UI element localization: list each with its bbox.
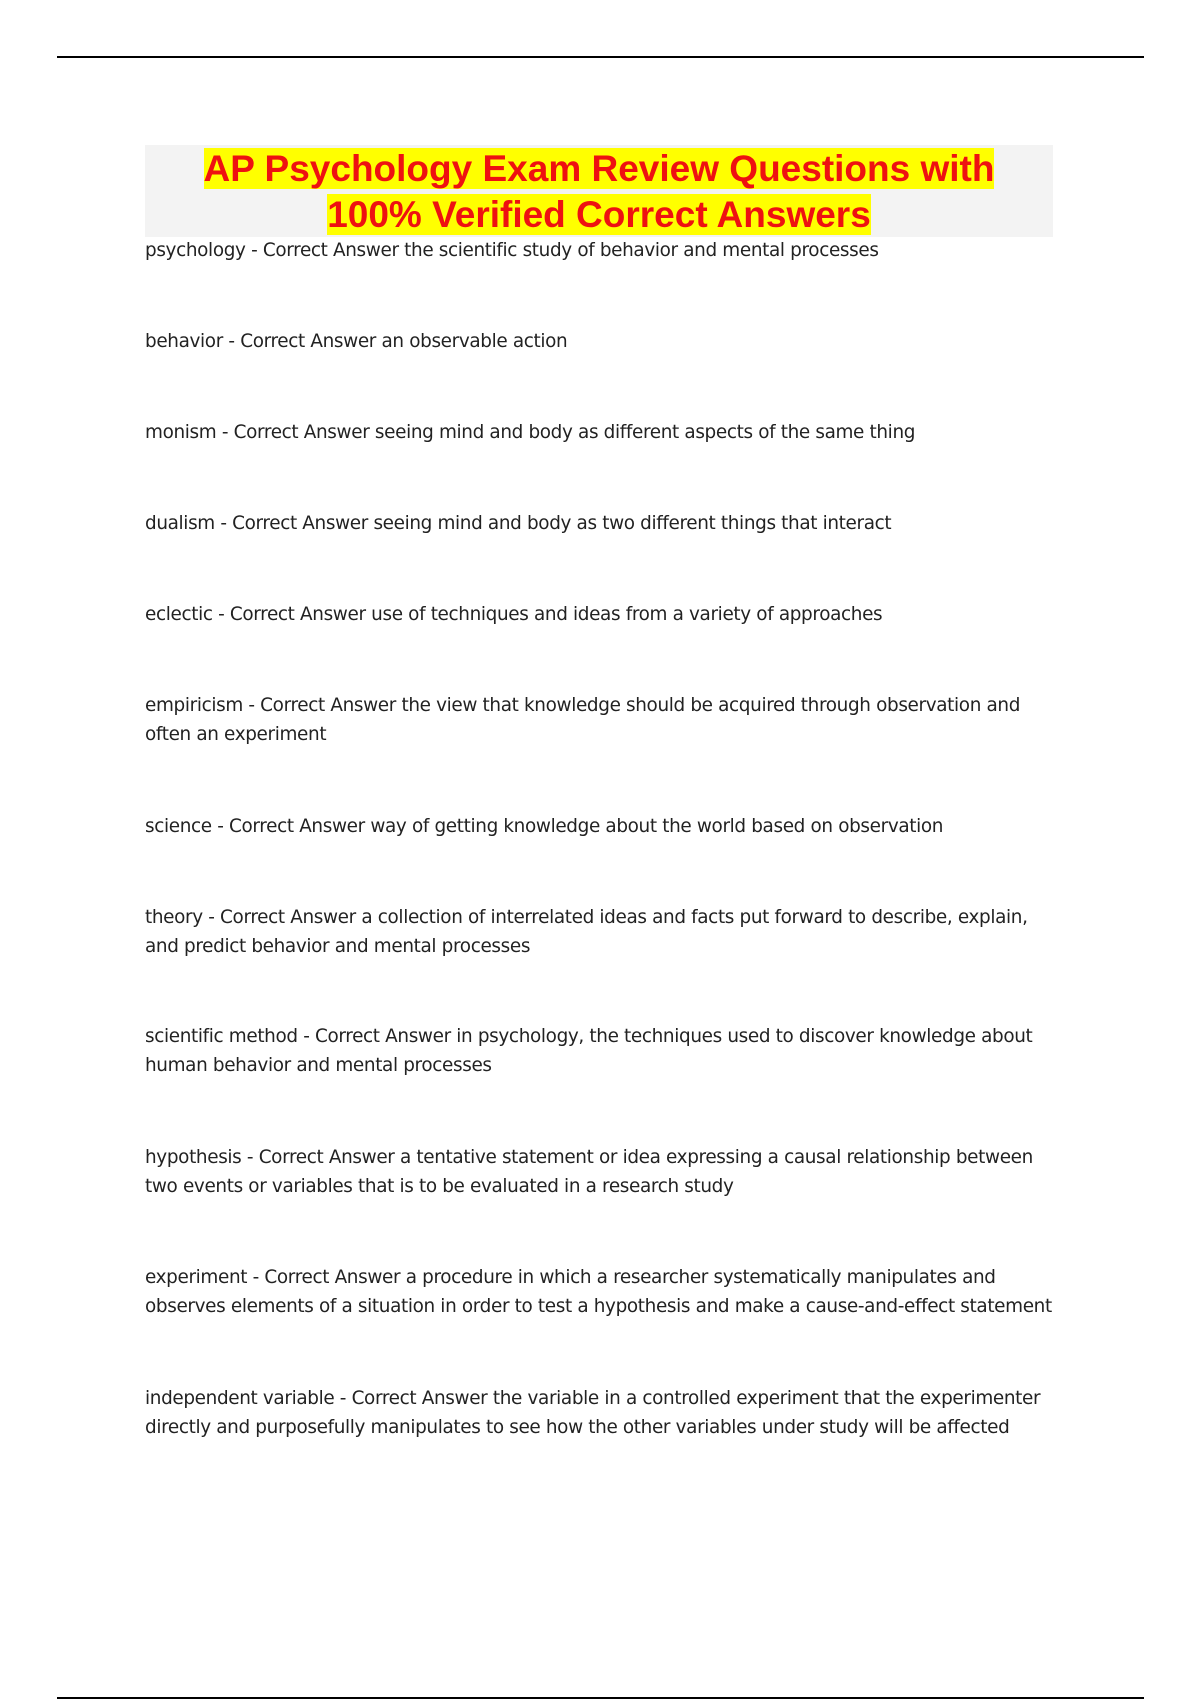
- entry-text: empiricism - Correct Answer the view that knowledge should be acquired through observation and: [145, 695, 1021, 716]
- entry-psychology: [145, 236, 1065, 265]
- entry-text: psychology - Correct Answer the scientific study of behavior and mental processes: [145, 240, 879, 261]
- document-title-line-1: AP Psychology Exam Review Questions with: [203, 148, 995, 189]
- entry-text: hypothesis - Correct Answer a tentative statement or idea expressing a causal relationship between: [145, 1147, 1033, 1168]
- entry-text: dualism - Correct Answer seeing mind and body as two different things that interact: [145, 513, 892, 534]
- entry-text: behavior - Correct Answer an observable action: [145, 331, 568, 352]
- entry-text-continued: two events or variables that is to be evaluated in a research study: [145, 1176, 734, 1197]
- entry-experiment: [145, 1263, 1065, 1321]
- entry-theory: [145, 903, 1065, 961]
- entry-dualism: [145, 509, 1065, 538]
- entry-eclectic: [145, 600, 1065, 629]
- entry-science: [145, 812, 1065, 841]
- entry-text: science - Correct Answer way of getting knowledge about the world based on observation: [145, 816, 944, 837]
- entry-text-continued: observes elements of a situation in order to test a hypothesis and make a cause-and-effect statement: [145, 1296, 1052, 1317]
- entry-text: independent variable - Correct Answer the variable in a controlled experiment that the experimenter: [145, 1388, 1041, 1409]
- entry-text: monism - Correct Answer seeing mind and body as different aspects of the same thing: [145, 422, 916, 443]
- entry-empiricism: [145, 691, 1065, 749]
- entry-text-continued: human behavior and mental processes: [145, 1055, 492, 1076]
- top-rule: [57, 56, 1144, 58]
- entry-text-continued: directly and purposefully manipulates to see how the other variables under study will be affected: [145, 1417, 1010, 1438]
- entry-text: experiment - Correct Answer a procedure in which a researcher systematically manipulates and: [145, 1267, 996, 1288]
- entry-independent-variable: [145, 1384, 1065, 1442]
- entry-text-continued: and predict behavior and mental processes: [145, 936, 531, 957]
- bottom-rule: [57, 1697, 1144, 1699]
- entry-behavior: [145, 327, 1065, 356]
- entry-scientific-method: [145, 1022, 1065, 1080]
- entry-text: scientific method - Correct Answer in psychology, the techniques used to discover knowledge about: [145, 1026, 1033, 1047]
- entry-text-continued: often an experiment: [145, 724, 327, 745]
- title-block: [145, 145, 1053, 237]
- entry-monism: [145, 418, 1065, 447]
- entry-text: theory - Correct Answer a collection of interrelated ideas and facts put forward to describe, explain,: [145, 907, 1028, 928]
- entry-hypothesis: [145, 1143, 1065, 1201]
- document-title-line-2: 100% Verified Correct Answers: [327, 194, 871, 235]
- entry-text: eclectic - Correct Answer use of techniques and ideas from a variety of approaches: [145, 604, 883, 625]
